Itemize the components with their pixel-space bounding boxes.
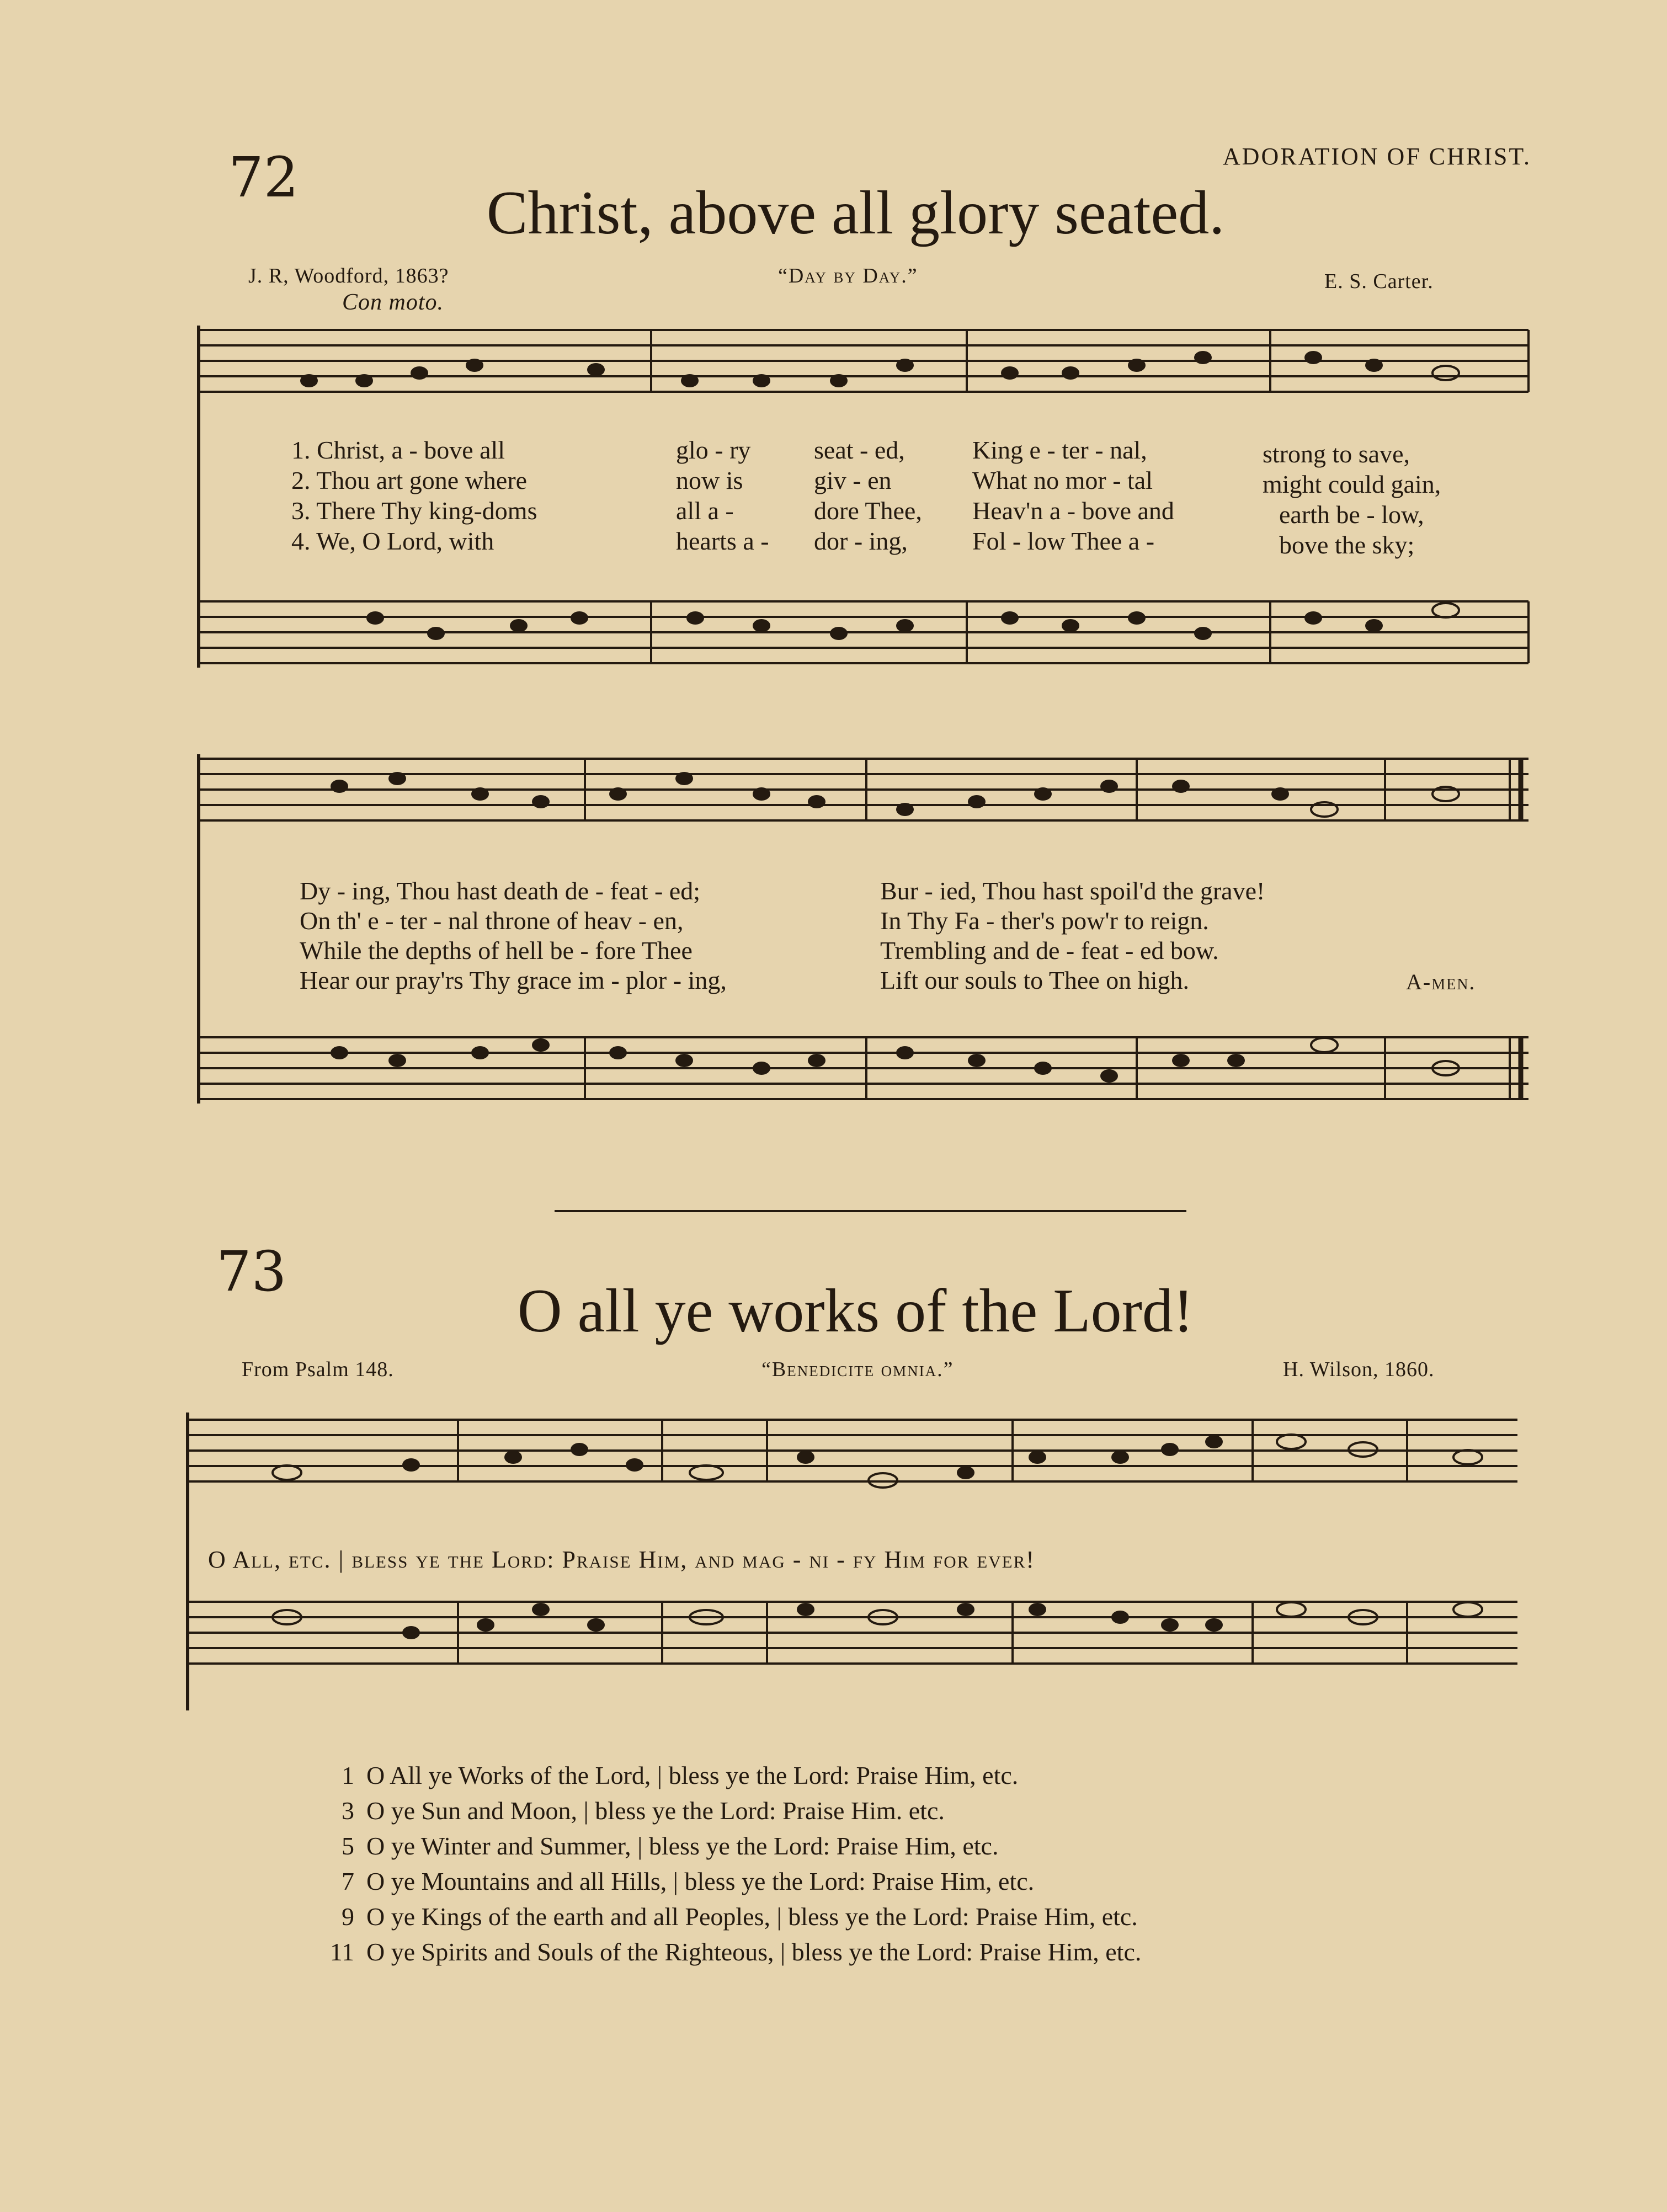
lyric-v4-c1: 4. We, O Lord, with xyxy=(291,527,494,555)
staff-72-bass-2 xyxy=(199,1037,1528,1099)
verse-number: 9 xyxy=(342,1902,354,1931)
verse-row xyxy=(321,1763,1018,1788)
verse-text: O ye Mountains and all Hills, | bless ye the Lord: Praise Him, etc. xyxy=(366,1867,1035,1895)
verse-text: O ye Spirits and Souls of the Righteous, | bless ye the Lord: Praise Him, etc. xyxy=(366,1938,1142,1966)
hymn-73-source: From Psalm 148. xyxy=(242,1358,394,1381)
lyric-v4-c3: dor - ing, xyxy=(814,527,908,555)
verse-row xyxy=(321,1798,945,1824)
hymn-72-title: Christ, above all glory seated. xyxy=(486,179,1225,247)
lyric2-v2-b: In Thy Fa - ther's pow'r to reign. xyxy=(880,907,1209,935)
lyric2-v4-a: Hear our pray'rs Thy grace im - plor - ing, xyxy=(300,966,727,994)
lyric2-v2-a: On th' e - ter - nal throne of heav - en, xyxy=(300,907,684,935)
staff-73-bass xyxy=(188,1602,1517,1664)
hymn-72-composer: E. S. Carter. xyxy=(1324,270,1434,293)
hymn-72-tempo: Con moto. xyxy=(342,290,444,315)
hymn-73-tune: “Benedicite omnia.” xyxy=(761,1358,954,1381)
verse-row xyxy=(321,1869,1034,1894)
lyric-v1-c4: King e - ter - nal, xyxy=(972,436,1147,464)
staff-72-bass-1 xyxy=(199,601,1528,663)
amen: A-men. xyxy=(1406,969,1476,994)
verse-number: 5 xyxy=(342,1832,354,1860)
lyric-v2-c3: giv - en xyxy=(814,466,892,494)
lyric-v3-c3: dore Thee, xyxy=(814,497,922,525)
lyric-v2-c4: What no mor - tal xyxy=(972,466,1153,494)
staff-72-treble-2 xyxy=(199,759,1528,820)
verse-row xyxy=(321,1939,1141,1965)
verse-number: 1 xyxy=(342,1761,354,1789)
lyric2-v1-a: Dy - ing, Thou hast death de - feat - ed; xyxy=(300,877,700,905)
verse-text: O ye Winter and Summer, | bless ye the Lord: Praise Him, etc. xyxy=(366,1832,999,1860)
section-heading: ADORATION OF CHRIST. xyxy=(1222,143,1531,170)
hymn-72-author: J. R, Woodford, 1863? xyxy=(248,264,449,287)
lyric-v2-c1: 2. Thou art gone where xyxy=(291,466,528,494)
lyric-v4-c2: hearts a - xyxy=(676,527,769,555)
verse-number: 7 xyxy=(342,1867,354,1895)
lyric-v4-c4: Fol - low Thee a - xyxy=(972,527,1155,555)
lyric2-v3-b: Trembling and de - feat - ed bow. xyxy=(880,936,1219,964)
lyric2-v3-a: While the depths of hell be - fore Thee xyxy=(300,936,693,964)
lyric-v2-c5: might could gain, xyxy=(1263,470,1441,498)
staff-72-treble-1 xyxy=(199,330,1528,392)
verse-row xyxy=(321,1904,1138,1929)
staff-73-treble xyxy=(188,1420,1517,1481)
verse-number: 11 xyxy=(329,1938,354,1966)
verse-text: O ye Sun and Moon, | bless ye the Lord: Praise Him. etc. xyxy=(366,1797,945,1825)
hymn-73-composer: H. Wilson, 1860. xyxy=(1283,1358,1435,1381)
lyric-v1-c1: 1. Christ, a - bove all xyxy=(291,436,505,464)
hymn-73-title: O all ye works of the Lord! xyxy=(517,1277,1194,1345)
hymn-72-tune: “Day by Day.” xyxy=(778,264,918,287)
verse-row xyxy=(321,1833,998,1859)
lyric-v1-c3: seat - ed, xyxy=(814,436,905,464)
hymn-73-number: 73 xyxy=(216,1239,287,1304)
lyric-v4-c5: bove the sky; xyxy=(1279,531,1415,559)
lyric-v3-c4: Heav'n a - bove and xyxy=(972,497,1174,525)
verse-number: 3 xyxy=(342,1797,354,1825)
lyric2-v1-b: Bur - ied, Thou hast spoil'd the grave! xyxy=(880,877,1265,905)
lyric-v3-c2: all a - xyxy=(676,497,734,525)
lyric-v3-c1: 3. There Thy king-doms xyxy=(291,497,537,525)
notes-72-1 xyxy=(300,351,1383,640)
hymn-73-chant-text: O All, etc. | bless ye the Lord: Praise Him, and mag - ni - fy Him for ever! xyxy=(208,1546,1035,1573)
lyric-v3-c5: earth be - low, xyxy=(1279,500,1424,529)
lyric-v1-c2: glo - ry xyxy=(676,436,751,464)
verse-text: O All ye Works of the Lord, | bless ye the Lord: Praise Him, etc. xyxy=(366,1761,1019,1789)
verse-text: O ye Kings of the earth and all Peoples, | bless ye the Lord: Praise Him, etc. xyxy=(366,1902,1138,1931)
lyric2-v4-b: Lift our souls to Thee on high. xyxy=(880,966,1190,994)
lyric-v1-c5: strong to save, xyxy=(1263,440,1410,468)
lyric-v2-c2: now is xyxy=(676,466,743,494)
hymn-72-number: 72 xyxy=(228,145,299,210)
